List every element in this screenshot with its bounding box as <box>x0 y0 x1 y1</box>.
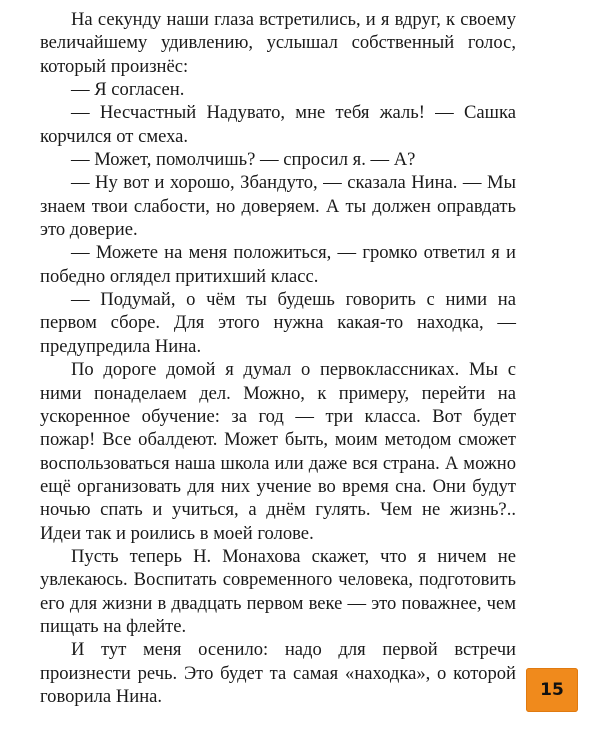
paragraph-10: И тут меня осенило: надо для первой встречи произнести речь. Это будет та самая «находка», о которой говорила Нина. <box>40 639 516 707</box>
story-text <box>40 8 516 708</box>
paragraph-9: Пусть теперь Н. Монахова скажет, что я ничем не увлекаюсь. Воспитать современного человека, подготовить его для жизни в двадцать первом веке — это поважнее, чем пищать на флейте. <box>40 545 516 637</box>
paragraph-7: — Подумай, о чём ты будешь говорить с ними на первом сборе. Для этого нужна какая-то находка, — предупредила Нина. <box>40 289 516 357</box>
paragraph-3: — Несчастный Надувато, мне тебя жаль! — Сашка корчился от смеха. <box>40 102 516 147</box>
paragraph-2: — Я согласен. <box>71 79 185 101</box>
paragraph-4: — Может, помолчишь? — спросил я. — А? <box>71 149 416 171</box>
page-number: 15 <box>540 680 564 700</box>
paragraph-5: — Ну вот и хорошо, Збандуто, — сказала Нина. — Мы знаем твои слабости, но доверяем. А ты должен оправдать это доверие. <box>40 172 516 241</box>
paragraph-6: — Можете на меня положиться, — громко ответил я и победно оглядел притихший класс. <box>40 242 516 287</box>
paragraph-8: По дороге домой я думал о первоклассниках. Мы с ними понаделаем дел. Можно, к примеру, перейти на ускоренное обучение: за год — три класса. Вот будет пожар! Все обалдеют. Может быть, моим методом сможет воспользоваться наша школа или даже вся страна. А можно ещё организовать для них учение во время сна. Они будут ночью спать и учиться, а днём гулять. Чем не жизнь?.. Идеи так и роились в моей голове. <box>40 359 516 544</box>
page-number-badge <box>526 668 578 712</box>
paragraph-1: На секунду наши глаза встретились, и я вдруг, к своему величайшему удивлению, услышал собственный голос, который произнёс: <box>40 9 516 77</box>
